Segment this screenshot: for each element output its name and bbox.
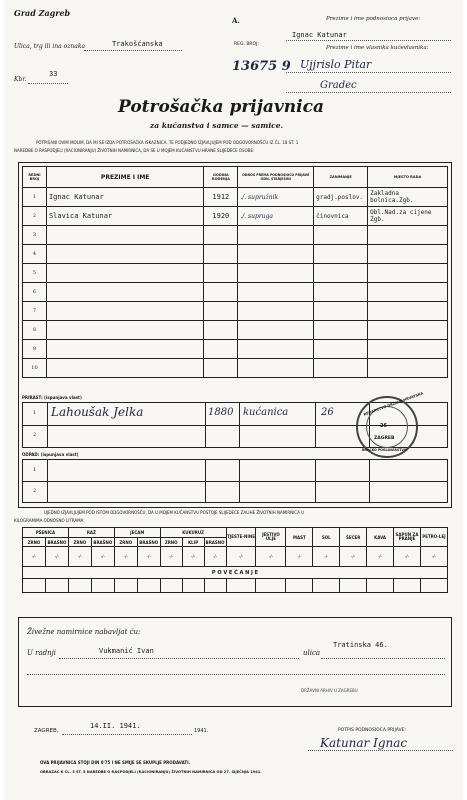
food-value: -/- xyxy=(286,547,313,567)
row-year: 1912 xyxy=(204,188,238,207)
supply-title: Živežne namirnice nabavljat ću: xyxy=(27,628,141,636)
row-year xyxy=(204,340,238,359)
row-name: Ignac Katunar xyxy=(46,188,203,207)
povecanje-row xyxy=(23,567,448,579)
food-sub: BRAŠNO xyxy=(91,538,114,547)
house-number-value: 33 xyxy=(49,70,58,78)
povecanje-values-row xyxy=(23,579,448,593)
col-header-work: MJESTO RADA xyxy=(368,167,448,188)
row-work: Obl.Nad.za cijene Zgb. xyxy=(368,207,448,226)
row-work xyxy=(368,359,448,378)
odpad-box xyxy=(22,459,448,503)
food-group: RAŽ xyxy=(68,528,114,538)
table-row xyxy=(23,340,448,359)
row-name xyxy=(46,245,203,264)
food-text-line-1: UJEDNO IZJAVLJUJEM POD ISTOM ODGOVORNOŠĆU, DA U MOJEM KUĆANSTVU POSTOJE SLIJEDEĆE ZALIHE ŽIVOTNIH NAMIRNICA U xyxy=(44,510,305,515)
registration-form xyxy=(4,0,463,800)
food-group: TJESTE-NINE xyxy=(226,528,256,547)
form-letter: A. xyxy=(232,16,240,25)
row-year xyxy=(204,302,238,321)
food-value: -/- xyxy=(204,547,226,567)
food-sub: BRAŠNO xyxy=(137,538,160,547)
food-group: JEČAM xyxy=(114,528,160,538)
row-no: 6 xyxy=(23,283,47,302)
food-group-row xyxy=(23,528,448,538)
form-title: Potrošačka prijavnica xyxy=(118,97,324,117)
food-value: -/- xyxy=(367,547,394,567)
food-sub: ZRNO xyxy=(23,538,46,547)
form-subtitle: za kućanstva i samce — samice. xyxy=(150,121,284,130)
stamp-date: 26 xyxy=(380,423,387,429)
col-header-year: GODINA RODENJA xyxy=(204,167,238,188)
food-sub: ZRNO xyxy=(114,538,137,547)
food-sub: ZRNO xyxy=(68,538,91,547)
row-year xyxy=(204,264,238,283)
owner-label: Prezime i ime vlasnika kućevlasnika: xyxy=(326,45,429,51)
food-sub: KLIP xyxy=(182,538,204,547)
food-value: -/- xyxy=(114,547,137,567)
food-value: -/- xyxy=(68,547,91,567)
row-year: 1920 xyxy=(204,207,238,226)
row-job: gradj.poslov. xyxy=(314,188,368,207)
applicant-label: Prezime i ime podnosioca prijave: xyxy=(326,16,421,22)
supply-box xyxy=(18,617,452,707)
shop-label: U radnji xyxy=(27,649,57,657)
food-value: -/- xyxy=(340,547,367,567)
food-value: -/- xyxy=(182,547,204,567)
row-job xyxy=(314,302,368,321)
row-no: 8 xyxy=(23,321,47,340)
row-work xyxy=(368,283,448,302)
odpad-label: ODPAD: (ispunjava vlast) xyxy=(22,452,79,457)
food-values-row xyxy=(23,547,448,567)
food-group: JESTIVO ULJE xyxy=(256,528,286,547)
row-relation xyxy=(238,321,314,340)
official-stamp xyxy=(356,391,424,458)
food-group: KUKURUZ xyxy=(160,528,226,538)
food-group: SAPUN ZA PRANJE xyxy=(394,528,421,547)
food-group: PŠENICA xyxy=(23,528,69,538)
row-relation xyxy=(238,283,314,302)
applicant-value: Ignac Katunar xyxy=(292,31,347,39)
row-no: 3 xyxy=(23,226,47,245)
food-text-line-2: KILOGRAMIMA ODNOSNO LITRAMA: xyxy=(14,518,85,523)
stamp-top-text: REDARSTVO DRŽAVA HRVATSKA xyxy=(363,391,424,417)
food-group: SOL xyxy=(313,528,340,547)
intro-text-line-2: NAREDBE O RASPODJELI (RACIONIRANJU) ŽIVOTNIH NAMIRNICA, DA SE U MOJEM KUĆANSTVU HRANE SLIJEDEĆE OSOBE: xyxy=(14,148,255,153)
row-name xyxy=(46,321,203,340)
reg-number-label: REG. BROJ: xyxy=(234,42,259,47)
footer-place: ZAGREB, xyxy=(34,728,59,734)
prirast-row1-date: 26 xyxy=(321,407,334,418)
row-name xyxy=(46,226,203,245)
row-no: 5 xyxy=(23,264,47,283)
row-relation xyxy=(238,264,314,283)
row-job xyxy=(314,283,368,302)
row-work xyxy=(368,264,448,283)
food-value: -/- xyxy=(160,547,182,567)
table-row xyxy=(23,226,448,245)
table-row xyxy=(23,283,448,302)
food-group: PETRO-LEJ xyxy=(420,528,447,547)
row-year xyxy=(204,226,238,245)
row-no: 7 xyxy=(23,302,47,321)
row-name xyxy=(46,340,203,359)
owner-address-value: Gradec xyxy=(320,80,357,91)
food-sub: BRAŠNO xyxy=(45,538,68,547)
row-relation xyxy=(238,302,314,321)
signature-label: POTPIS PODNOSIOCA PRIJAVE: xyxy=(338,728,406,733)
food-group: KAVA xyxy=(367,528,394,547)
row-year xyxy=(204,283,238,302)
prirast-row1-year: 1880 xyxy=(208,407,234,418)
row-relation xyxy=(238,359,314,378)
food-value: -/- xyxy=(394,547,421,567)
food-sub: BRAŠNO xyxy=(205,539,225,545)
food-value: -/- xyxy=(137,547,160,567)
povecanje-label: P O V E Ć A N J E xyxy=(23,567,448,579)
prirast-row2-no: 2 xyxy=(33,432,37,438)
intro-text-line-1: POTPISANI OVIM MOLIM, DA MI SE IZDA POTROŠAČKA ISKAZNICA, TE PODJEDNO IZJAVLJUJEM POD ODGOVORNOŠĆU IZ ČL. 18 ST. 1 xyxy=(36,140,299,145)
stamp-city: ZAGREB xyxy=(374,436,395,441)
table-row xyxy=(23,302,448,321)
col-header-name: PREZIME I IME xyxy=(46,167,203,188)
footer-date: 14.II. 1941. xyxy=(90,722,141,730)
food-value: -/- xyxy=(313,547,340,567)
prirast-label: PRIRAST: (ispunjava vlast) xyxy=(22,395,82,400)
row-work xyxy=(368,245,448,264)
row-job xyxy=(314,321,368,340)
reg-number-value: 13675 9 xyxy=(232,59,291,74)
row-name: Slavica Katunar xyxy=(46,207,203,226)
street-value: Trakošćanska xyxy=(112,40,163,48)
row-relation xyxy=(238,245,314,264)
prirast-row1-relation: kućanica xyxy=(243,407,289,418)
row-year xyxy=(204,359,238,378)
row-relation: ./. supruga xyxy=(238,207,314,226)
row-no: 9 xyxy=(23,340,47,359)
archive-stamp: DRŽAVNI ARHIV U ZAGREBU xyxy=(301,688,358,693)
food-value: -/- xyxy=(23,547,46,567)
signature: Katunar Ignac xyxy=(320,736,408,750)
food-value: -/- xyxy=(256,547,286,567)
row-year xyxy=(204,245,238,264)
city-label: Grad Zagreb xyxy=(14,8,71,18)
table-row xyxy=(23,207,448,226)
footer-year: 1941. xyxy=(194,728,209,734)
persons-table-header xyxy=(23,167,448,188)
odpad-row2-no: 2 xyxy=(33,488,37,494)
row-relation xyxy=(238,340,314,359)
owner-value: Ujjrislo Pitar xyxy=(300,58,372,71)
row-no: 10 xyxy=(23,359,47,378)
row-no: 1 xyxy=(23,188,47,207)
row-name xyxy=(46,359,203,378)
footer-note-2: OBRAZAC K ČL. 3 ST. 5 NAREDBE O RASPODJELI (RACIONIRANJU) ŽIVOTNIH NAMIRNICA OD 27. SIJEČNJA 1941. xyxy=(40,770,262,774)
row-work xyxy=(368,321,448,340)
row-job xyxy=(314,264,368,283)
col-header-relation: ODNOS PREMA PODNOSIOCU PRIJAVE ODN. STARJEŠINI xyxy=(238,167,314,188)
row-name xyxy=(46,264,203,283)
row-name xyxy=(46,283,203,302)
row-year xyxy=(204,321,238,340)
house-number-label: Kbr. xyxy=(14,76,27,83)
supply-street-value: Tratinska 46. xyxy=(333,641,388,649)
row-relation: ./. supružnik xyxy=(238,188,314,207)
row-work xyxy=(368,226,448,245)
col-header-job: ZANIMANJE xyxy=(314,167,368,188)
row-work xyxy=(368,302,448,321)
col-header-no: REDNI BROJ xyxy=(23,167,47,188)
food-group: ŠEĆER xyxy=(340,528,367,547)
table-row xyxy=(23,188,448,207)
row-job: činovnica xyxy=(314,207,368,226)
food-value: -/- xyxy=(226,547,256,567)
footer-note-1: OVA PRIJAVNICA STOJI DIN 0'75 I NE SMIJE SE SKUPLJE PRODAVATI. xyxy=(40,760,191,765)
food-value: -/- xyxy=(45,547,68,567)
persons-table xyxy=(22,166,448,378)
table-row xyxy=(23,264,448,283)
row-job xyxy=(314,226,368,245)
row-work: Zakladna bolnica.Zgb. xyxy=(368,188,448,207)
food-value: -/- xyxy=(91,547,114,567)
row-name xyxy=(46,302,203,321)
row-job xyxy=(314,340,368,359)
food-group: MAST xyxy=(286,528,313,547)
food-value: -/- xyxy=(420,547,447,567)
prirast-row1-no: 1 xyxy=(33,410,37,416)
table-row xyxy=(23,359,448,378)
row-no: 4 xyxy=(23,245,47,264)
row-job xyxy=(314,359,368,378)
table-row xyxy=(23,245,448,264)
stamp-bottom-text: BRAĆKO POGLAVARSTVO xyxy=(362,448,407,452)
food-sub: ZRNO xyxy=(160,538,182,547)
row-no: 2 xyxy=(23,207,47,226)
food-supplies-table xyxy=(22,527,448,593)
row-work xyxy=(368,340,448,359)
prirast-row1-name: Lahoušak Jelka xyxy=(51,405,144,419)
odpad-row1-no: 1 xyxy=(33,467,37,473)
street-label: Ulica, trg ili ina oznaka xyxy=(14,43,86,50)
row-job xyxy=(314,245,368,264)
table-row xyxy=(23,321,448,340)
row-relation xyxy=(238,226,314,245)
shop-value: Vukmanić Ivan xyxy=(99,647,154,655)
supply-street-label: ulica xyxy=(303,649,321,657)
